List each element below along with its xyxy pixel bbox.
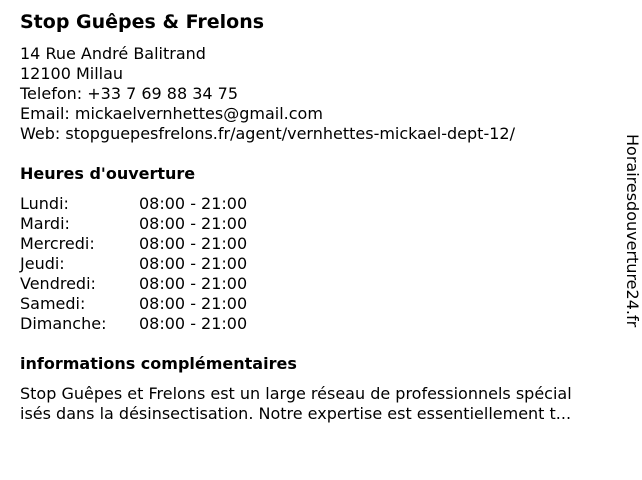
- hours-row-wednesday: [20, 234, 280, 254]
- hours-day-label: Vendredi:: [20, 274, 96, 293]
- hours-time-value: 08:00 - 21:00: [139, 254, 248, 273]
- hours-time-value: 08:00 - 21:00: [139, 234, 248, 253]
- description-line: isés dans la désinsectisation. Notre expertise est essentiellement t...: [20, 404, 572, 423]
- hours-time-value: 08:00 - 21:00: [139, 314, 248, 333]
- phone-number: Telefon: +33 7 69 88 34 75: [20, 84, 239, 103]
- description-line: Stop Guêpes et Frelons est un large réseau de professionnels spécial: [20, 384, 572, 403]
- hours-row-sunday: [20, 314, 280, 334]
- hours-row-friday: [20, 274, 280, 294]
- opening-hours-heading: Heures d'ouverture: [20, 164, 196, 183]
- hours-row-monday: [20, 194, 280, 214]
- hours-time-value: 08:00 - 21:00: [139, 214, 248, 233]
- hours-day-label: Mardi:: [20, 214, 70, 233]
- hours-time-value: 08:00 - 21:00: [139, 194, 248, 213]
- address-street: 14 Rue André Balitrand: [20, 44, 206, 63]
- hours-time-value: 08:00 - 21:00: [139, 294, 248, 313]
- additional-info-heading: informations complémentaires: [20, 354, 297, 373]
- hours-row-tuesday: [20, 214, 280, 234]
- hours-row-saturday: [20, 294, 280, 314]
- hours-row-thursday: [20, 254, 280, 274]
- hours-day-label: Mercredi:: [20, 234, 95, 253]
- hours-day-label: Jeudi:: [20, 254, 65, 273]
- hours-day-label: Samedi:: [20, 294, 86, 313]
- contact-info: [20, 44, 515, 144]
- hours-day-label: Lundi:: [20, 194, 69, 213]
- website-url: Web: stopguepesfrelons.fr/agent/vernhettes-mickael-dept-12/: [20, 124, 515, 143]
- site-watermark: Horairesdouverture24.fr: [623, 134, 642, 328]
- email-address: Email: mickaelvernhettes@gmail.com: [20, 104, 323, 123]
- business-description: [20, 384, 620, 424]
- hours-day-label: Dimanche:: [20, 314, 107, 333]
- address-city: 12100 Millau: [20, 64, 124, 83]
- opening-hours-table: [20, 194, 280, 334]
- hours-time-value: 08:00 - 21:00: [139, 274, 248, 293]
- business-name: Stop Guêpes & Frelons: [20, 11, 265, 33]
